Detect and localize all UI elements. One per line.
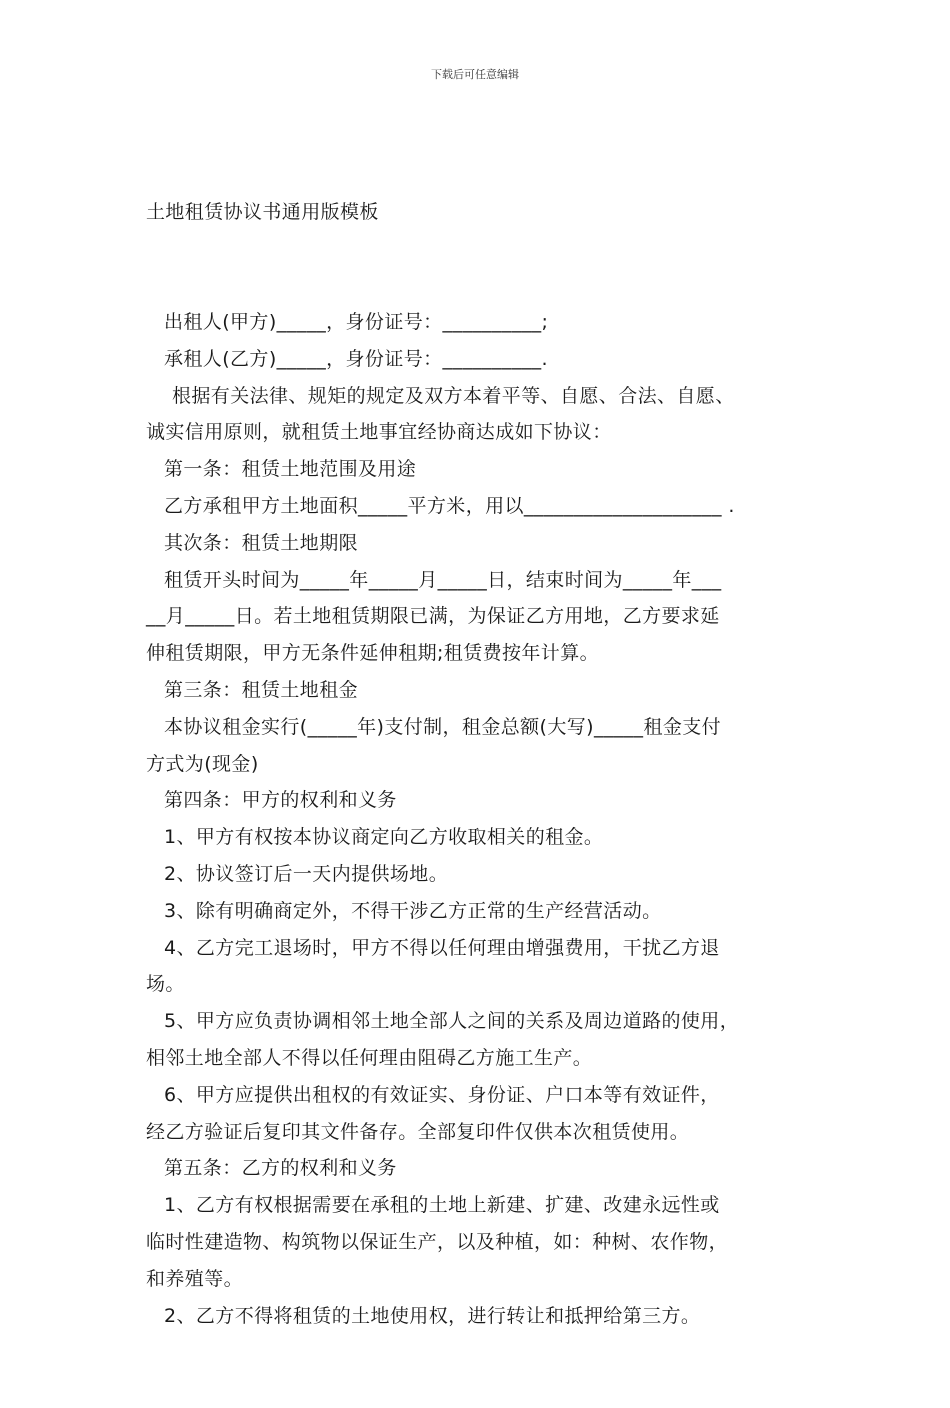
text-line: 伸租赁期限，甲方无条件延伸租期;租赁费按年计算。 bbox=[146, 642, 600, 665]
text-line: 租赁开头时间为_____年_____月_____日，结束时间为_____年___ bbox=[164, 568, 722, 591]
text-line: 场。 bbox=[146, 973, 185, 996]
text-line: 其次条：租赁土地期限 bbox=[164, 531, 359, 554]
text-line: 经乙方验证后复印其文件备存。全部复印件仅供本次租赁使用。 bbox=[146, 1120, 690, 1143]
text-line: 2、乙方不得将租赁的土地使用权，进行转让和抵押给第三方。 bbox=[164, 1304, 701, 1327]
text-line: 乙方承租甲方土地面积_____平方米，用以____________________ . bbox=[164, 494, 735, 517]
text-line: 相邻土地全部人不得以任何理由阻碍乙方施工生产。 bbox=[146, 1046, 593, 1069]
text-line: 第五条：乙方的权利和义务 bbox=[164, 1157, 397, 1180]
text-line: 6、甲方应提供出租权的有效证实、身份证、户口本等有效证件， bbox=[164, 1083, 720, 1106]
page-header: 下载后可任意编辑 bbox=[431, 68, 519, 81]
text-line: 2、协议签订后一天内提供场地。 bbox=[164, 862, 449, 885]
text-line: 出租人(甲方)_____，身份证号：__________; bbox=[164, 310, 549, 333]
text-line: 和养殖等。 bbox=[146, 1267, 244, 1290]
text-line: 诚实信用原则，就租赁土地事宜经协商达成如下协议： bbox=[146, 421, 612, 444]
document-title: 土地租赁协议书通用版模板 bbox=[146, 200, 379, 223]
document-body bbox=[146, 120, 828, 1408]
text-line: 本协议租金实行(_____年)支付制，租金总额(大写)_____租金支付 bbox=[164, 715, 722, 738]
text-line: 承租人(乙方)_____，身份证号：__________. bbox=[164, 347, 548, 370]
text-line: 1、甲方有权按本协议商定向乙方收取相关的租金。 bbox=[164, 826, 604, 849]
text-line: 4、乙方完工退场时，甲方不得以任何理由增强费用，干扰乙方退 bbox=[164, 936, 720, 959]
text-line: 3、除有明确商定外，不得干涉乙方正常的生产经营活动。 bbox=[164, 899, 662, 922]
text-line: 第一条：租赁土地范围及用途 bbox=[164, 458, 417, 481]
text-line: 第三条：租赁土地租金 bbox=[164, 678, 359, 701]
text-line: 临时性建造物、构筑物以保证生产，以及种植，如：种树、农作物， bbox=[146, 1230, 729, 1253]
text-line: 1、乙方有权根据需要在承租的土地上新建、扩建、改建永远性或 bbox=[164, 1194, 720, 1217]
paragraph-lines bbox=[146, 304, 828, 1334]
text-line: 根据有关法律、规矩的规定及双方本着平等、自愿、合法、自愿、 bbox=[172, 384, 735, 407]
text-line: 第四条：甲方的权利和义务 bbox=[164, 789, 397, 812]
text-line: 5、甲方应负责协调相邻土地全部人之间的关系及周边道路的使用， bbox=[164, 1010, 740, 1033]
text-line: __月_____日。若土地租赁期限已满，为保证乙方用地，乙方要求延 bbox=[146, 605, 720, 628]
text-line: 方式为(现金) bbox=[146, 752, 259, 775]
